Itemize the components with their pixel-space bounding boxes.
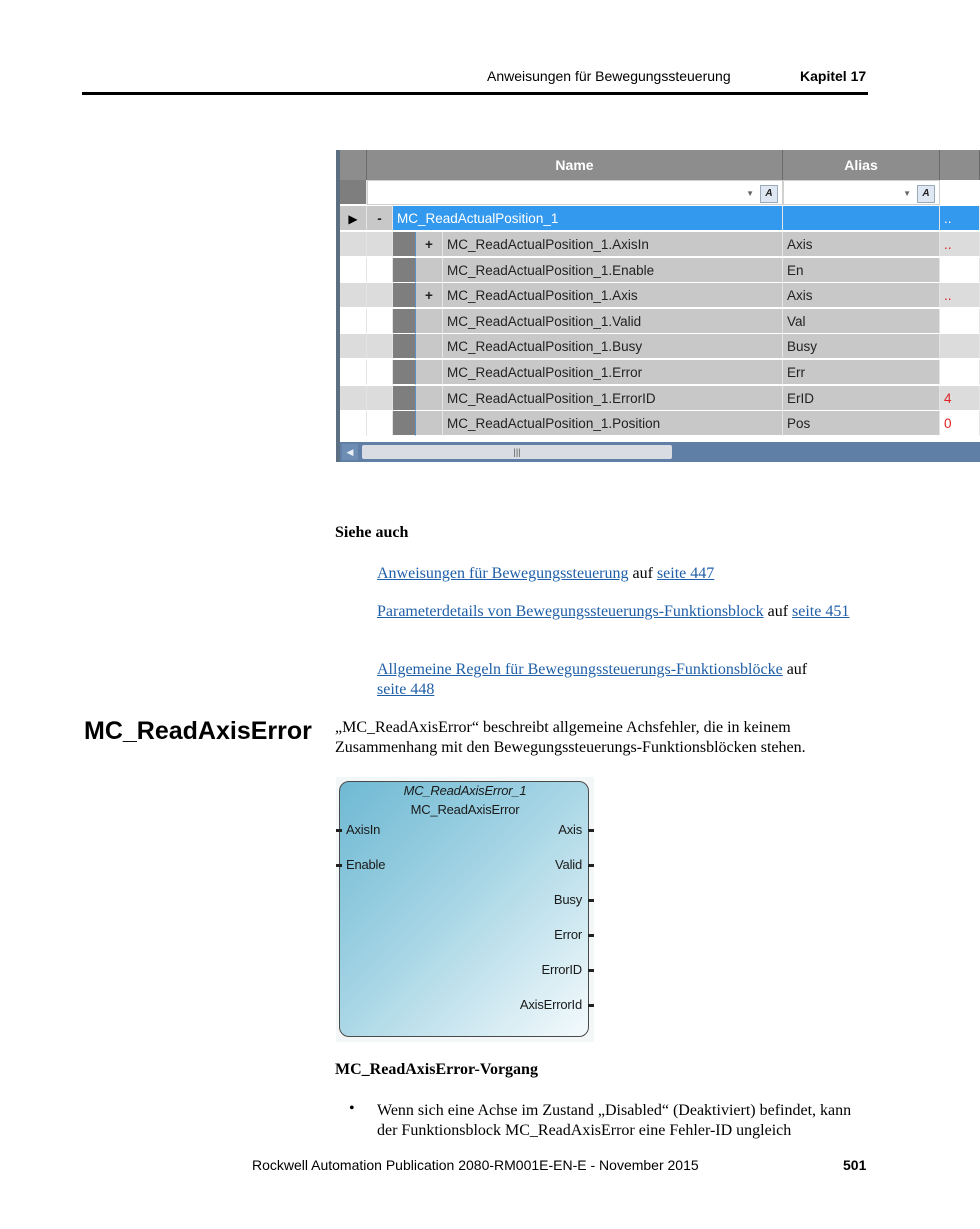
row-selector[interactable]	[340, 334, 367, 359]
row-tree-marker[interactable]	[393, 283, 416, 308]
row-selector[interactable]	[340, 258, 367, 283]
row-name[interactable]: MC_ReadActualPosition_1.Valid	[443, 309, 783, 334]
row-name[interactable]: MC_ReadActualPosition_1.Position	[443, 411, 783, 436]
row-expander-cell[interactable]	[416, 386, 443, 411]
link-parameter-details[interactable]: Parameterdetails von Bewegungssteuerungs-Funktionsblock	[377, 603, 764, 620]
horizontal-scrollbar[interactable]	[340, 442, 980, 462]
column-header-name[interactable]: Name	[367, 150, 783, 180]
row-selector[interactable]	[340, 232, 367, 257]
row-expander-cell[interactable]	[416, 258, 443, 283]
row-name[interactable]: MC_ReadActualPosition_1.Enable	[443, 258, 783, 283]
row-indent[interactable]	[367, 411, 393, 436]
collapse-button[interactable]: -	[367, 206, 393, 231]
table-row-parent[interactable]	[340, 206, 980, 231]
column-header-alias[interactable]: Alias	[783, 150, 940, 180]
row-selector[interactable]	[340, 360, 367, 385]
input-pin-icon	[336, 864, 342, 867]
row-value[interactable]	[940, 309, 980, 334]
see-also-item: Anweisungen für Bewegungssteuerung auf seite 447	[377, 565, 715, 582]
row-value[interactable]	[940, 334, 980, 359]
running-header-title: Anweisungen für Bewegungssteuerung	[487, 68, 731, 84]
filter-apply-icon[interactable]: A	[760, 185, 778, 203]
row-alias[interactable]	[783, 206, 940, 231]
table-row[interactable]	[340, 283, 980, 308]
row-value[interactable]: ..	[940, 232, 980, 257]
output-valid-label: Valid	[555, 857, 582, 872]
procedure-title: MC_ReadAxisError-Vorgang	[335, 1061, 538, 1078]
function-block-diagram	[336, 777, 594, 1042]
row-name[interactable]: MC_ReadActualPosition_1.Axis	[443, 283, 783, 308]
output-busy-label: Busy	[553, 892, 582, 907]
page-link[interactable]: seite 447	[656, 565, 715, 582]
row-indent[interactable]	[367, 360, 393, 385]
row-value[interactable]: ..	[940, 206, 980, 231]
table-row[interactable]	[340, 360, 980, 385]
column-header-extra[interactable]	[940, 150, 980, 180]
scroll-left-icon[interactable]: ◀	[342, 444, 358, 460]
row-tree-marker[interactable]	[393, 309, 416, 334]
table-row[interactable]	[340, 411, 980, 436]
row-alias[interactable]: Axis	[783, 232, 940, 257]
name-filter-input[interactable]	[367, 180, 783, 205]
footer-publication: Rockwell Automation Publication 2080-RM001E-EN-E - November 2015	[252, 1157, 699, 1173]
row-alias[interactable]: Busy	[783, 334, 940, 359]
input-axisin-label: AxisIn	[346, 822, 381, 837]
output-pin-icon	[588, 934, 594, 937]
row-alias[interactable]: En	[783, 258, 940, 283]
row-expander-cell[interactable]	[416, 309, 443, 334]
section-title: MC_ReadAxisError	[84, 717, 312, 745]
procedure-bullet-text: Wenn sich eine Achse im Zustand „Disabled“ (Deaktiviert) befindet, kann der Funktionsblock MC_ReadAxisError eine Fehler-ID ungleich	[377, 1102, 852, 1139]
input-enable-label: Enable	[346, 857, 386, 872]
row-indent[interactable]	[367, 258, 393, 283]
page-link[interactable]: seite 451	[792, 603, 850, 620]
variable-grid	[336, 150, 950, 462]
table-row[interactable]	[340, 232, 980, 257]
row-alias[interactable]: ErID	[783, 386, 940, 411]
output-axis-label: Axis	[558, 822, 582, 837]
row-tree-marker[interactable]	[393, 386, 416, 411]
row-name[interactable]: MC_ReadActualPosition_1.Busy	[443, 334, 783, 359]
table-row[interactable]	[340, 258, 980, 283]
row-selector[interactable]	[340, 411, 367, 436]
see-also-item: Allgemeine Regeln für Bewegungssteuerungs-Funktionsblöcke auf seite 448	[377, 661, 808, 698]
block-type-name: MC_ReadAxisError	[410, 802, 520, 817]
scroll-thumb[interactable]: |||	[362, 445, 672, 459]
header-rule	[82, 92, 868, 95]
row-indent[interactable]	[367, 334, 393, 359]
filter-apply-icon[interactable]: A	[917, 185, 935, 203]
row-indent[interactable]	[367, 386, 393, 411]
row-value[interactable]	[940, 258, 980, 283]
row-selector-arrow-icon[interactable]: ▶	[340, 206, 367, 231]
output-pin-icon	[588, 864, 594, 867]
row-indent[interactable]	[367, 283, 393, 308]
row-value[interactable]: 0	[940, 411, 980, 436]
see-also-item: Parameterdetails von Bewegungssteuerungs-Funktionsblock auf seite 451	[377, 603, 850, 620]
row-name[interactable]: MC_ReadActualPosition_1.ErrorID	[443, 386, 783, 411]
row-name[interactable]: MC_ReadActualPosition_1.AxisIn	[443, 232, 783, 257]
link-general-rules[interactable]: Allgemeine Regeln für Bewegungssteuerungs-Funktionsblöcke	[377, 661, 783, 678]
row-alias[interactable]: Axis	[783, 283, 940, 308]
table-row[interactable]	[340, 386, 980, 411]
row-tree-marker[interactable]	[393, 334, 416, 359]
table-row[interactable]	[340, 309, 980, 334]
row-indent[interactable]	[367, 309, 393, 334]
row-value[interactable]: 4	[940, 386, 980, 411]
row-alias[interactable]: Pos	[783, 411, 940, 436]
row-alias[interactable]: Err	[783, 360, 940, 385]
row-tree-marker[interactable]	[393, 411, 416, 436]
row-alias[interactable]: Val	[783, 309, 940, 334]
expand-button[interactable]: +	[416, 232, 443, 257]
output-error-label: Error	[554, 927, 582, 942]
filter-dropdown-icon[interactable]: ▼	[746, 189, 754, 198]
page-link[interactable]: seite 448	[377, 681, 435, 698]
filter-row	[340, 180, 980, 205]
output-pin-icon	[588, 899, 594, 902]
row-tree-marker[interactable]	[393, 258, 416, 283]
row-tree-marker[interactable]	[393, 360, 416, 385]
chapter-label: Kapitel 17	[800, 68, 867, 84]
section-intro: „MC_ReadAxisError“ beschreibt allgemeine Achsfehler, die in keinem Zusammenhang mit den Bewegungssteuerungs-Funktionsblöcken stehen.	[335, 719, 806, 756]
row-expander-cell[interactable]	[416, 334, 443, 359]
row-name[interactable]: MC_ReadActualPosition_1	[393, 206, 783, 231]
output-axiserrorid-label: AxisErrorId	[519, 997, 582, 1012]
row-value[interactable]: ..	[940, 283, 980, 308]
output-pin-icon	[588, 829, 594, 832]
bullet-icon: •	[349, 1100, 355, 1117]
link-motion-instructions[interactable]: Anweisungen für Bewegungssteuerung	[377, 565, 629, 582]
row-selector[interactable]	[340, 283, 367, 308]
output-pin-icon	[588, 1004, 594, 1007]
row-selector[interactable]	[340, 309, 367, 334]
input-pin-icon	[336, 829, 342, 832]
expand-button[interactable]: +	[416, 283, 443, 308]
grid-corner-header	[340, 150, 367, 180]
page-number: 501	[843, 1157, 867, 1173]
row-indent[interactable]	[367, 232, 393, 257]
row-expander-cell[interactable]	[416, 411, 443, 436]
row-tree-marker[interactable]	[393, 232, 416, 257]
row-selector[interactable]	[340, 386, 367, 411]
output-errorid-label: ErrorID	[541, 962, 582, 977]
table-row[interactable]	[340, 334, 980, 359]
alias-filter-input[interactable]	[783, 180, 940, 205]
see-also-heading: Siehe auch	[335, 524, 409, 541]
row-name[interactable]: MC_ReadActualPosition_1.Error	[443, 360, 783, 385]
row-value[interactable]	[940, 360, 980, 385]
output-pin-icon	[588, 969, 594, 972]
row-expander-cell[interactable]	[416, 360, 443, 385]
block-instance-name: MC_ReadAxisError_1	[403, 783, 527, 798]
filter-dropdown-icon[interactable]: ▼	[903, 189, 911, 198]
